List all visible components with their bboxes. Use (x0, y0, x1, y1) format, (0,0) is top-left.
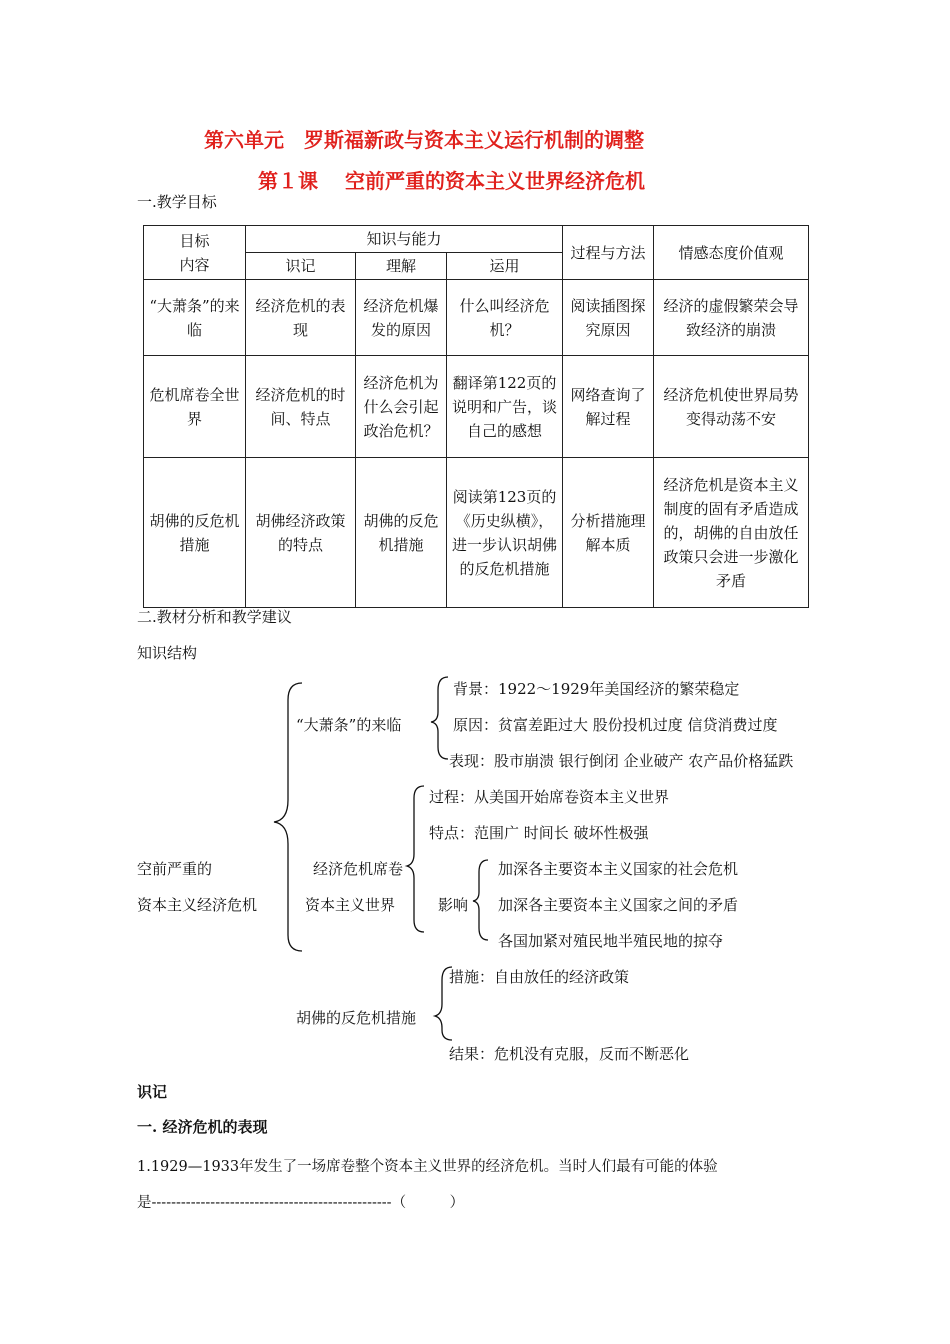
lesson-title: 第１课 空前严重的资本主义世界经济危机 (258, 169, 645, 193)
root-label-line1: 空前严重的 (137, 860, 213, 878)
cell-content: “大萧条”的来临 (144, 280, 246, 356)
question-text: 1.1929—1933年发生了一场席卷整个资本主义世界的经济危机。当时人们最有可能的体验 (137, 1159, 718, 1175)
impact-item: 各国加紧对殖民地半殖民地的掠夺 (498, 932, 724, 950)
header-knowledge: 知识与能力 (246, 226, 563, 253)
cell-remember: 经济危机的表现 (246, 280, 356, 356)
branch2-label-line2: 资本主义世界 (305, 896, 396, 914)
branch1-cause: 原因：贫富差距过大 股份投机过度 信贷消费过度 (453, 716, 778, 734)
impact-item: 加深各主要资本主义国家的社会危机 (498, 860, 739, 878)
cell-emotion: 经济危机使世界局势变得动荡不安 (654, 356, 809, 458)
subsection-heading: 一. 经济危机的表现 (137, 1118, 268, 1136)
branch2-label-line1: 经济危机席卷 (313, 860, 404, 878)
cell-apply: 什么叫经济危机？ (447, 280, 563, 356)
cell-process: 网络查询了解过程 (563, 356, 654, 458)
cell-remember: 胡佛经济政策的特点 (246, 458, 356, 608)
section-heading-analysis: 二.教材分析和教学建议 (137, 608, 292, 626)
header-apply: 运用 (447, 253, 563, 280)
header-understand: 理解 (356, 253, 447, 280)
header-emotion: 情感态度价值观 (654, 226, 809, 280)
cell-emotion: 经济的虚假繁荣会导致经济的崩溃 (654, 280, 809, 356)
branch1-background: 背景：1922～1929年美国经济的繁荣稳定 (453, 680, 740, 698)
branch3-label: 胡佛的反危机措施 (296, 1009, 417, 1027)
cell-remember: 经济危机的时间、特点 (246, 356, 356, 458)
branch1-brace (431, 677, 448, 759)
unit-title: 第六单元 罗斯福新政与资本主义运行机制的调整 (204, 128, 644, 152)
corner-top: 目标 (179, 231, 210, 250)
branch1-label: “大萧条”的来临 (296, 716, 402, 734)
branch2-feature: 特点：范围广 时间长 破坏性极强 (429, 824, 649, 842)
cell-emotion: 经济危机是资本主义制度的固有矛盾造成的，胡佛的自由放任政策只会进一步激化矛盾 (654, 458, 809, 608)
section-heading-goals: 一.教学目标 (137, 193, 217, 211)
cell-process: 分析措施理解本质 (563, 458, 654, 608)
impact-item: 加深各主要资本主义国家之间的矛盾 (498, 896, 739, 914)
section-heading-memorize: 识记 (137, 1083, 168, 1101)
cell-apply: 阅读第123页的《历史纵横》，进一步认识胡佛的反危机措施 (447, 458, 563, 608)
cell-process: 阅读插图探究原因 (563, 280, 654, 356)
impact-brace (473, 860, 488, 940)
impact-label: 影响 (438, 896, 469, 914)
header-remember: 识记 (246, 253, 356, 280)
cell-content: 危机席卷全世界 (144, 356, 246, 458)
cell-understand: 经济危机为什么会引起政治危机？ (356, 356, 447, 458)
branch3-measure: 措施：自由放任的经济政策 (449, 968, 630, 986)
branch1-manifestation: 表现：股市崩溃 银行倒闭 企业破产 农产品价格猛跌 (449, 752, 794, 770)
knowledge-structure-label: 知识结构 (137, 644, 198, 662)
cell-apply: 翻译第122页的说明和广告，谈自己的感想 (447, 356, 563, 458)
branch2-brace (407, 786, 424, 932)
answer-line: 是-------------------------------------------------（ ） (137, 1195, 465, 1211)
branch2-process: 过程：从美国开始席卷资本主义世界 (429, 788, 670, 806)
cell-understand: 胡佛的反危机措施 (356, 458, 447, 608)
branch3-result: 结果：危机没有克服，反而不断恶化 (449, 1045, 690, 1063)
cell-content: 胡佛的反危机措施 (144, 458, 246, 608)
corner-bottom: 内容 (179, 255, 210, 274)
root-label-line2: 资本主义经济危机 (137, 896, 258, 914)
header-process: 过程与方法 (563, 226, 654, 280)
cell-understand: 经济危机爆发的原因 (356, 280, 447, 356)
